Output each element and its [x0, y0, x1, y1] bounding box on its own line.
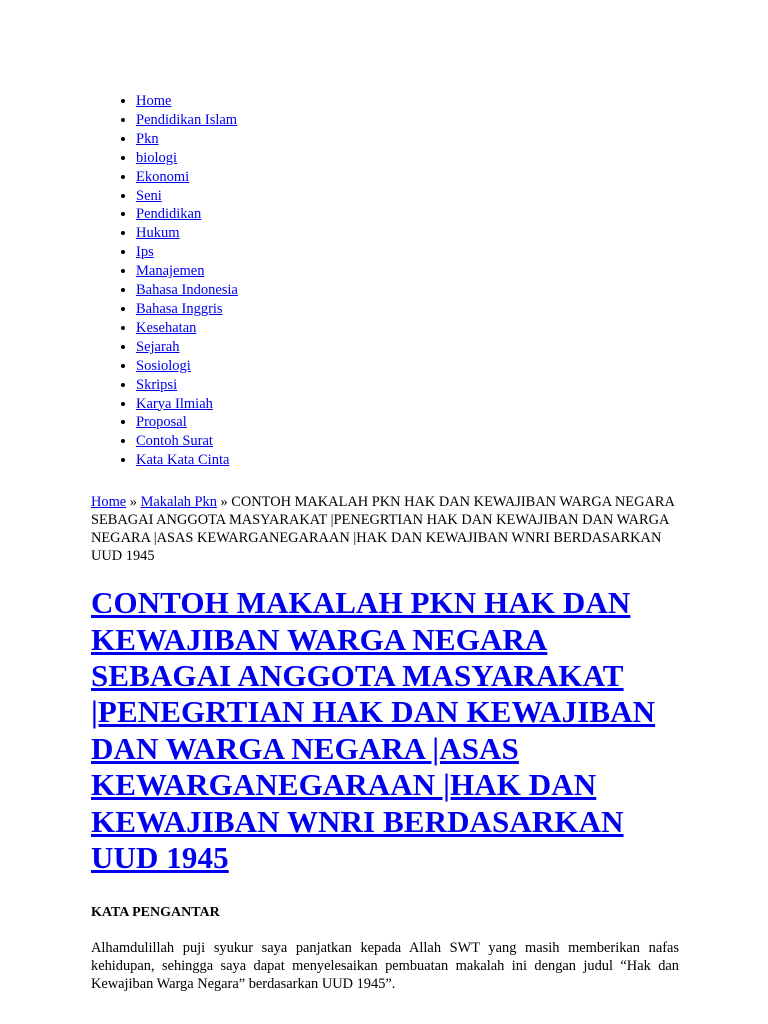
nav-link-kesehatan[interactable]: Kesehatan	[136, 319, 197, 336]
nav-item	[136, 187, 679, 206]
article-title-link[interactable]: CONTOH MAKALAH PKN HAK DAN KEWAJIBAN WARGA NEGARA SEBAGAI ANGGOTA MASYARAKAT |PENEGRTIAN HAK DAN KEWAJIBAN DAN WARGA NEGARA |ASAS KEWARGANEGARAAN |HAK DAN KEWAJIBAN WNRI BERDASARKAN UUD 1945	[91, 585, 656, 875]
page-content	[91, 92, 679, 993]
breadcrumb	[91, 493, 679, 565]
article-title	[91, 585, 679, 876]
nav-item	[136, 205, 679, 224]
nav-item	[136, 376, 679, 395]
nav-link-biologi[interactable]: biologi	[136, 149, 178, 166]
breadcrumb-current: CONTOH MAKALAH PKN HAK DAN KEWAJIBAN WARGA NEGARA SEBAGAI ANGGOTA MASYARAKAT |PENEGRTIAN HAK DAN KEWAJIBAN DAN WARGA NEGARA |ASAS KEWARGANEGARAAN |HAK DAN KEWAJIBAN WNRI BERDASARKAN UUD 1945	[91, 494, 675, 565]
nav-item	[136, 224, 679, 243]
nav-item	[136, 149, 679, 168]
nav-item	[136, 243, 679, 262]
nav-item	[136, 432, 679, 451]
nav-link-hukum[interactable]: Hukum	[136, 225, 180, 242]
nav-item	[136, 168, 679, 187]
nav-link-ekonomi[interactable]: Ekonomi	[136, 168, 190, 185]
nav-item	[136, 130, 679, 149]
category-nav-list	[91, 92, 679, 470]
nav-link-sejarah[interactable]: Sejarah	[136, 338, 180, 355]
breadcrumb-separator: »	[216, 494, 232, 511]
nav-item	[136, 319, 679, 338]
nav-link-sosiologi[interactable]: Sosiologi	[136, 357, 191, 374]
nav-item	[136, 281, 679, 300]
nav-link-karya-ilmiah[interactable]: Karya Ilmiah	[136, 395, 213, 412]
nav-item	[136, 395, 679, 414]
nav-item	[136, 300, 679, 319]
nav-link-pkn[interactable]: Pkn	[136, 130, 159, 147]
section-heading: KATA PENGANTAR	[91, 905, 220, 921]
nav-link-bahasa-inggris[interactable]: Bahasa Inggris	[136, 300, 223, 317]
nav-link-seni[interactable]: Seni	[136, 187, 162, 204]
nav-link-home[interactable]: Home	[136, 93, 172, 109]
nav-item	[136, 92, 679, 111]
breadcrumb-separator: »	[126, 494, 141, 511]
nav-item	[136, 357, 679, 376]
nav-item	[136, 451, 679, 470]
nav-link-contoh-surat[interactable]: Contoh Surat	[136, 433, 213, 450]
nav-item	[136, 111, 679, 130]
nav-link-proposal[interactable]: Proposal	[136, 414, 187, 431]
nav-link-bahasa-indonesia[interactable]: Bahasa Indonesia	[136, 282, 238, 299]
nav-link-kata-kata-cinta[interactable]: Kata Kata Cinta	[136, 452, 230, 469]
nav-link-skripsi[interactable]: Skripsi	[136, 376, 178, 393]
intro-paragraph: Alhamdulillah puji syukur saya panjatkan kepada Allah SWT yang masih memberikan nafas kehidupan, sehingga saya dapat menyelesaikan pembuatan makalah ini dengan judul “Hak dan Kewajiban Warga Negara” berdasarkan UUD 1945”.	[91, 940, 679, 993]
nav-link-pendidikan[interactable]: Pendidikan	[136, 206, 202, 223]
breadcrumb-category-link[interactable]: Makalah Pkn	[140, 494, 217, 511]
nav-item	[136, 338, 679, 357]
nav-link-ips[interactable]: Ips	[136, 244, 154, 261]
nav-link-pendidikan-islam[interactable]: Pendidikan Islam	[136, 111, 238, 128]
breadcrumb-home-link[interactable]: Home	[91, 494, 127, 511]
nav-item	[136, 413, 679, 432]
nav-item	[136, 262, 679, 281]
nav-link-manajemen[interactable]: Manajemen	[136, 263, 205, 280]
